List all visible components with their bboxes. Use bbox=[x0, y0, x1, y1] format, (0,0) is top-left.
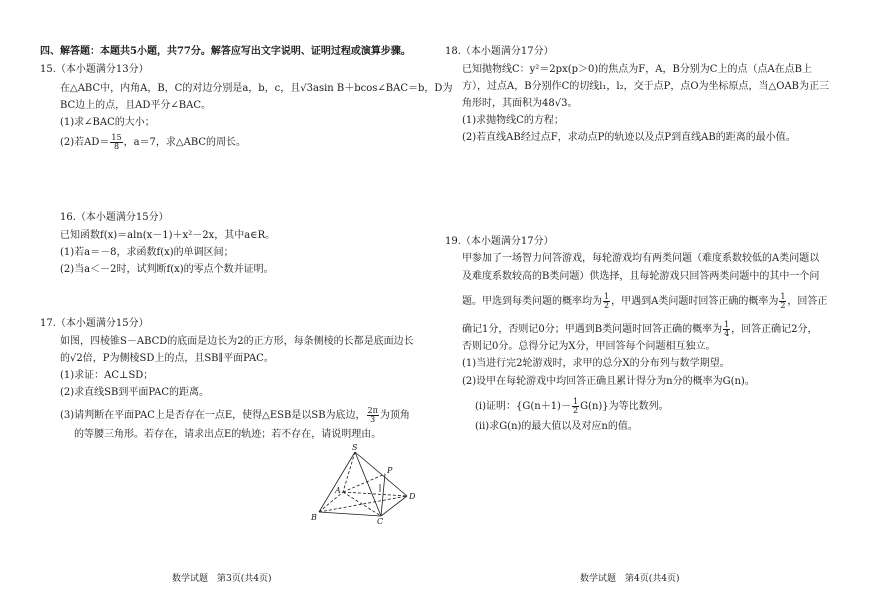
q15-line1: 在△ABC中，内角A，B，C的对边分别是a，b，c，且√3asin B＋bcos∠BAC＝b，D为 bbox=[60, 83, 453, 94]
q16-heading: 16.（本小题满分15分） bbox=[60, 212, 169, 223]
q15-line4: (2)若AD＝ $\frac{15}{8}$ ，a＝7，求△ABC的周长。 bbox=[60, 133, 247, 151]
q18-heading: 18.（本小题满分17分） bbox=[445, 46, 554, 57]
q18-line1: 已知抛物线C：y²＝2px(p＞0)的焦点为F，A，B分别为C上的点（点A在点B上 bbox=[462, 64, 813, 75]
q19-line9: (ⅱ)求G(n)的最大值以及对应n的值。 bbox=[475, 421, 638, 432]
label-c: C bbox=[377, 517, 384, 524]
q15-line3: (1)求∠BAC的大小； bbox=[60, 117, 155, 128]
q19-line7: (2)设甲在每轮游戏中均回答正确且累计得分为n分的概率为G(n)。 bbox=[462, 376, 755, 387]
q18-line3: 角形时，其面积为48√3。 bbox=[462, 98, 578, 109]
q15-heading: 15.（本小题满分13分） bbox=[40, 64, 149, 75]
label-a: A bbox=[335, 486, 341, 495]
q17-line2: 的√2倍，P为侧棱SD上的点，且SB∥平面PAC。 bbox=[60, 353, 274, 364]
q19-line2: 及难度系数较高的B类问题）供选择，且每轮游戏只回答两类问题中的其中一个问 bbox=[462, 271, 820, 282]
q17-line1: 如图，四棱锥S－ABCD的底面是边长为2的正方形，每条侧棱的长都是底面边长 bbox=[60, 336, 414, 347]
q17-line3: (1)求证：AC⊥SD； bbox=[60, 370, 154, 381]
fraction: $\frac{1}{4}$ bbox=[724, 320, 730, 338]
label-s: S bbox=[352, 443, 358, 452]
q16-line2: (1)若a＝－8，求函数f(x)的单调区间； bbox=[60, 247, 234, 258]
label-b: B bbox=[311, 513, 317, 522]
q19-line3: 题。甲选到每类问题的概率均为 $\frac{1}{2}$ ，甲遇到A类问题时回答正确的概率为 $\frac{1}{2}$ ，回答正 bbox=[462, 292, 828, 310]
pyramid-figure bbox=[305, 442, 425, 524]
right-footer: 数学试题 第4页(共4页) bbox=[580, 574, 680, 584]
q17-line5: (3)请判断在平面PAC上是否存在一点E，使得△ESB是以SB为底边， $\frac{2\pi}{3}$ 为顶角 bbox=[60, 406, 410, 424]
q19-line8: (ⅰ)证明：{G(n＋1)－ $\frac{1}{2}$ G(n)}为等比数列。 bbox=[475, 397, 669, 415]
left-footer: 数学试题 第3页(共4页) bbox=[172, 574, 272, 584]
label-p: P bbox=[387, 466, 393, 475]
q17-line6: 的等腰三角形。若存在，请求出点E的轨迹；若不存在，请说明理由。 bbox=[74, 429, 382, 440]
q18-line4: (1)求抛物线C的方程； bbox=[462, 115, 564, 126]
q18-line2: 方），过点A，B分别作C的切线l₁，l₂，交于点P，点O为坐标原点，当△OAB为正三 bbox=[462, 81, 830, 92]
q19-line5: 否则记0分。总得分记为X分，甲回答每个问题相互独立。 bbox=[462, 341, 716, 352]
fraction: $\frac{1}{2}$ bbox=[780, 292, 786, 310]
fraction: $\frac{1}{2}$ bbox=[604, 292, 610, 310]
fraction: $\frac{15}{8}$ bbox=[111, 133, 122, 151]
q15-line2: BC边上的点，且AD平分∠BAC。 bbox=[60, 100, 212, 111]
section-heading: 四、解答题：本题共5小题，共77分。解答应写出文字说明、证明过程或演算步骤。 bbox=[40, 46, 411, 57]
q17-heading: 17.（本小题满分15分） bbox=[40, 318, 149, 329]
q19-line6: (1)当进行完2轮游戏时，求甲的总分X的分布列与数学期望。 bbox=[462, 358, 730, 369]
q19-heading: 19.（本小题满分17分） bbox=[445, 236, 554, 247]
label-d: D bbox=[409, 492, 416, 501]
q16-line1: 已知函数f(x)＝aln(x－1)＋x²－2x，其中a∈R。 bbox=[60, 230, 276, 241]
fraction: $\frac{1}{2}$ bbox=[572, 397, 579, 415]
q19-line1: 甲参加了一场智力问答游戏，每轮游戏均有两类问题（难度系数较低的A类问题以 bbox=[462, 253, 820, 264]
q17-line4: (2)求直线SB到平面PAC的距离。 bbox=[60, 387, 210, 398]
q18-line5: (2)若直线AB经过点F，求动点P的轨迹以及点P到直线AB的距离的最小值。 bbox=[462, 132, 796, 143]
q16-line3: (2)当a＜－2时，试判断f(x)的零点个数并证明。 bbox=[60, 264, 274, 275]
fraction: $\frac{2\pi}{3}$ bbox=[367, 406, 378, 424]
q19-line4: 确记1分，否则记0分；甲遇到B类问题时回答正确的概率为 $\frac{1}{4}$ ，回答正确记2分， bbox=[462, 320, 818, 338]
